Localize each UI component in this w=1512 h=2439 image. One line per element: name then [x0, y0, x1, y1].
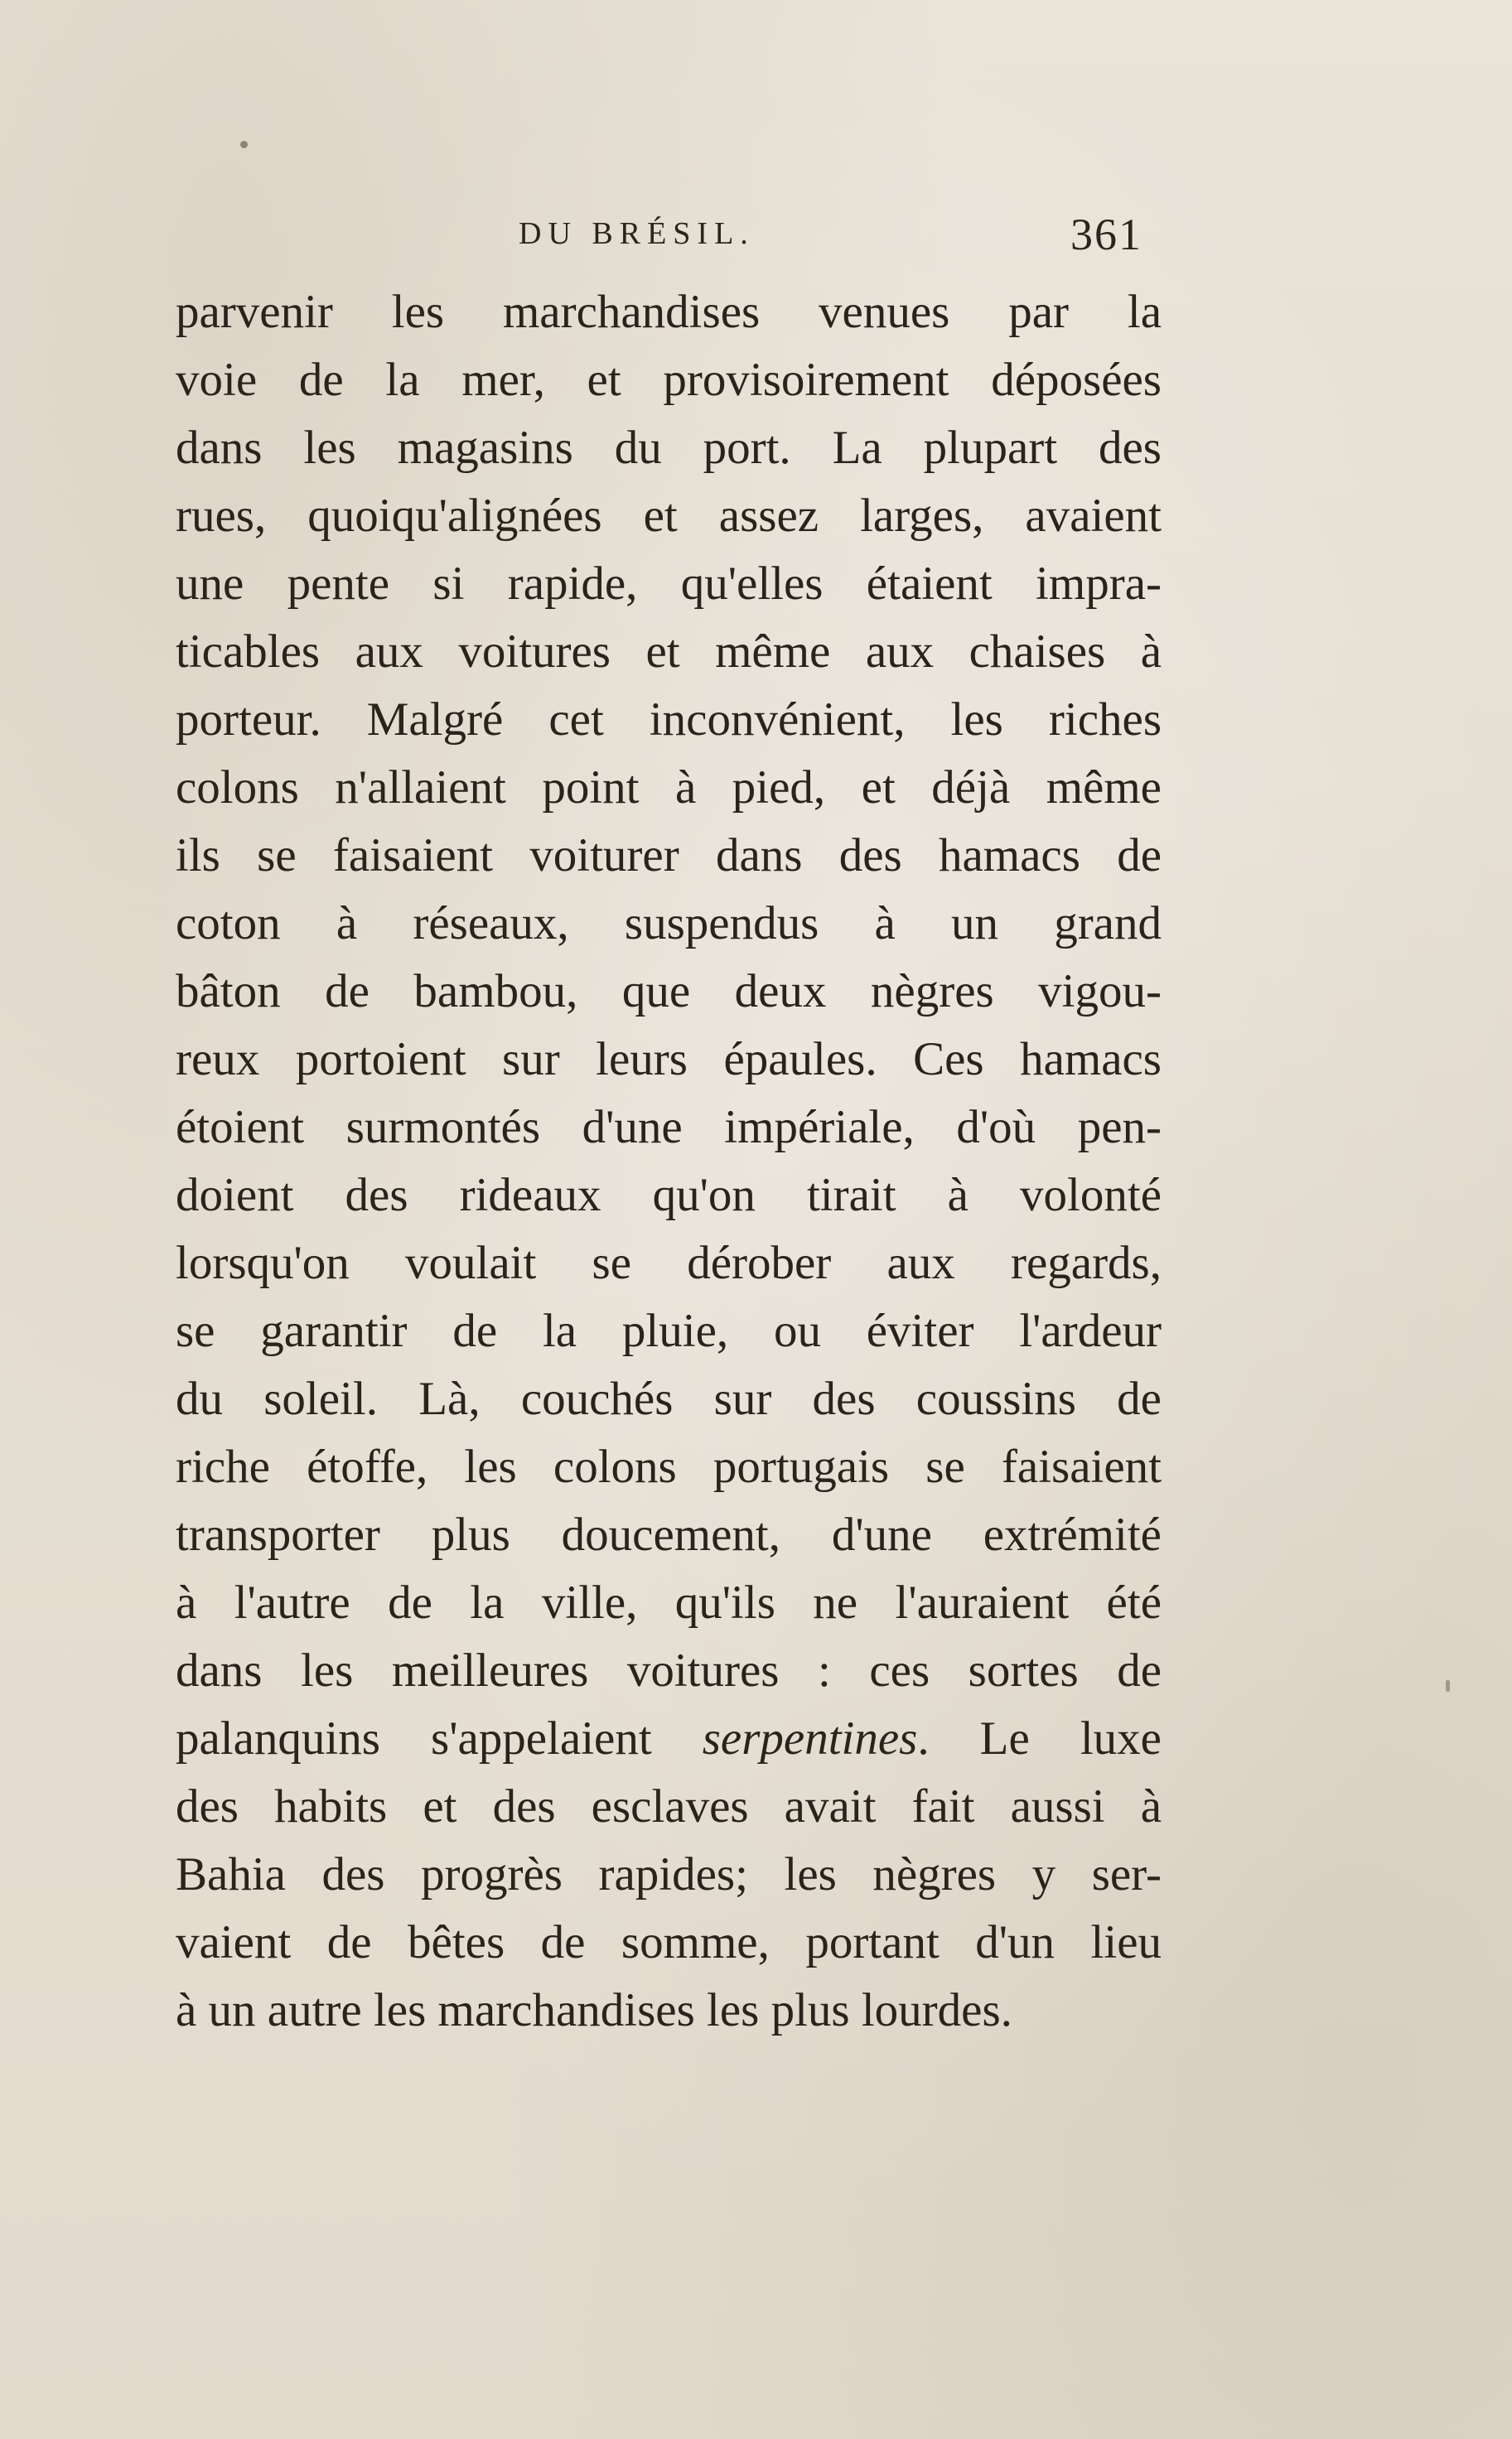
text-line: transporter plus doucement, d'une extrémité — [176, 1509, 1162, 1561]
body-text — [176, 278, 1162, 2045]
text-line: dans les meilleures voitures : ces sortes de — [176, 1645, 1162, 1697]
text-segment: palanquins s'appelaient — [176, 1712, 703, 1765]
text-line: ils se faisaient voiturer dans des hamacs de — [176, 829, 1162, 881]
text-line: voie de la mer, et provisoirement déposées — [176, 354, 1162, 406]
text-line-italic-word — [176, 1705, 1162, 1773]
text-line: du soleil. Là, couchés sur des coussins de — [176, 1373, 1162, 1425]
text-line: à un autre les marchandises les plus lourdes. — [176, 1984, 1012, 2036]
running-head: DU BRÉSIL. — [519, 216, 755, 251]
text-line: bâton de bambou, que deux nègres vigou- — [176, 965, 1162, 1017]
text-line: doient des rideaux qu'on tirait à volonté — [176, 1169, 1162, 1221]
text-line: étoient surmontés d'une impériale, d'où pen- — [176, 1101, 1162, 1153]
text-line: rues, quoiqu'alignées et assez larges, avaient — [176, 490, 1162, 542]
text-line: coton à réseaux, suspendus à un grand — [176, 897, 1162, 949]
text-line: des habits et des esclaves avait fait aussi à — [176, 1780, 1162, 1833]
text-line: porteur. Malgré cet inconvénient, les riches — [176, 693, 1162, 746]
ink-speck — [1446, 1680, 1450, 1692]
text-line: se garantir de la pluie, ou éviter l'ardeur — [176, 1305, 1162, 1357]
text-line: ticables aux voitures et même aux chaises à — [176, 625, 1162, 678]
text-line: vaient de bêtes de somme, portant d'un lieu — [176, 1916, 1162, 1968]
text-line: colons n'allaient point à pied, et déjà même — [176, 761, 1162, 814]
page-header — [0, 209, 1512, 267]
text-line: une pente si rapide, qu'elles étaient impra- — [176, 558, 1162, 610]
text-line: lorsqu'on voulait se dérober aux regards, — [176, 1237, 1162, 1289]
text-line: reux portoient sur leurs épaules. Ces hamacs — [176, 1033, 1162, 1085]
text-segment: . Le luxe — [917, 1712, 1162, 1765]
page-number: 361 — [1070, 210, 1142, 259]
text-line: Bahia des progrès rapides; les nègres y ser- — [176, 1848, 1162, 1900]
ink-speck — [240, 141, 248, 148]
italic-term: serpentines — [702, 1712, 918, 1765]
text-line: à l'autre de la ville, qu'ils ne l'auraient été — [176, 1577, 1162, 1629]
text-line: dans les magasins du port. La plupart des — [176, 422, 1162, 474]
text-line: riche étoffe, les colons portugais se faisaient — [176, 1441, 1162, 1493]
text-line: parvenir les marchandises venues par la — [176, 286, 1162, 338]
